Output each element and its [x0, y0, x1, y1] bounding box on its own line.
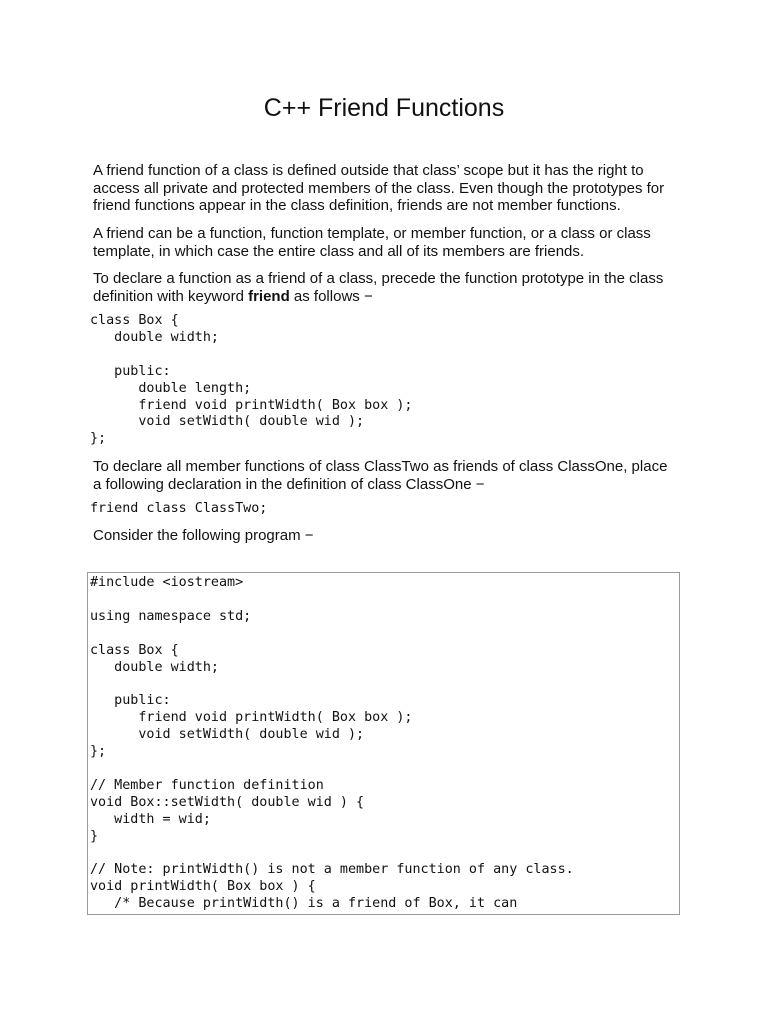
- friend-keyword: friend: [248, 287, 290, 305]
- friend-class-paragraph: To declare all member functions of class ClassTwo as friends of class ClassOne, place a following declaration in the definition of class ClassOne −: [93, 458, 668, 493]
- intro-paragraph: A friend function of a class is defined outside that class’ scope but it has the right to access all private and protected members of the class. Even though the prototypes for friend functions appear in the class definition, friends are not member functions.: [93, 162, 665, 214]
- page-title: C++ Friend Functions: [263, 94, 505, 122]
- code-snippet-box-class: class Box { double width; public: double length; friend void printWidth( Box box ); void setWidth( double wid ); };: [90, 313, 413, 447]
- program-code-box: [87, 572, 680, 915]
- declare-friend-text: To declare a function as a friend of a class, precede the function prototype in the class definition with keyword: [93, 270, 664, 305]
- program-code: #include <iostream> using namespace std; class Box { double width; public: friend void printWidth( Box box ); void setWidth( double wid ); }; // Member function definition void Box::setWidth( double wid ) { width = wid; } // Note: printWidth() is not a member function of any class. void printWidth( Box box ) { /* Because printWidth() is a friend of Box, it can: [90, 575, 574, 912]
- consider-program-paragraph: Consider the following program −: [93, 527, 314, 544]
- friend-kinds-paragraph: A friend can be a function, function template, or member function, or a class or class template, in which case the entire class and all of its members are friends.: [93, 225, 651, 260]
- declare-friend-paragraph: [93, 270, 677, 305]
- declare-friend-suffix: as follows −: [289, 287, 373, 305]
- code-snippet-friend-class: friend class ClassTwo;: [90, 501, 268, 516]
